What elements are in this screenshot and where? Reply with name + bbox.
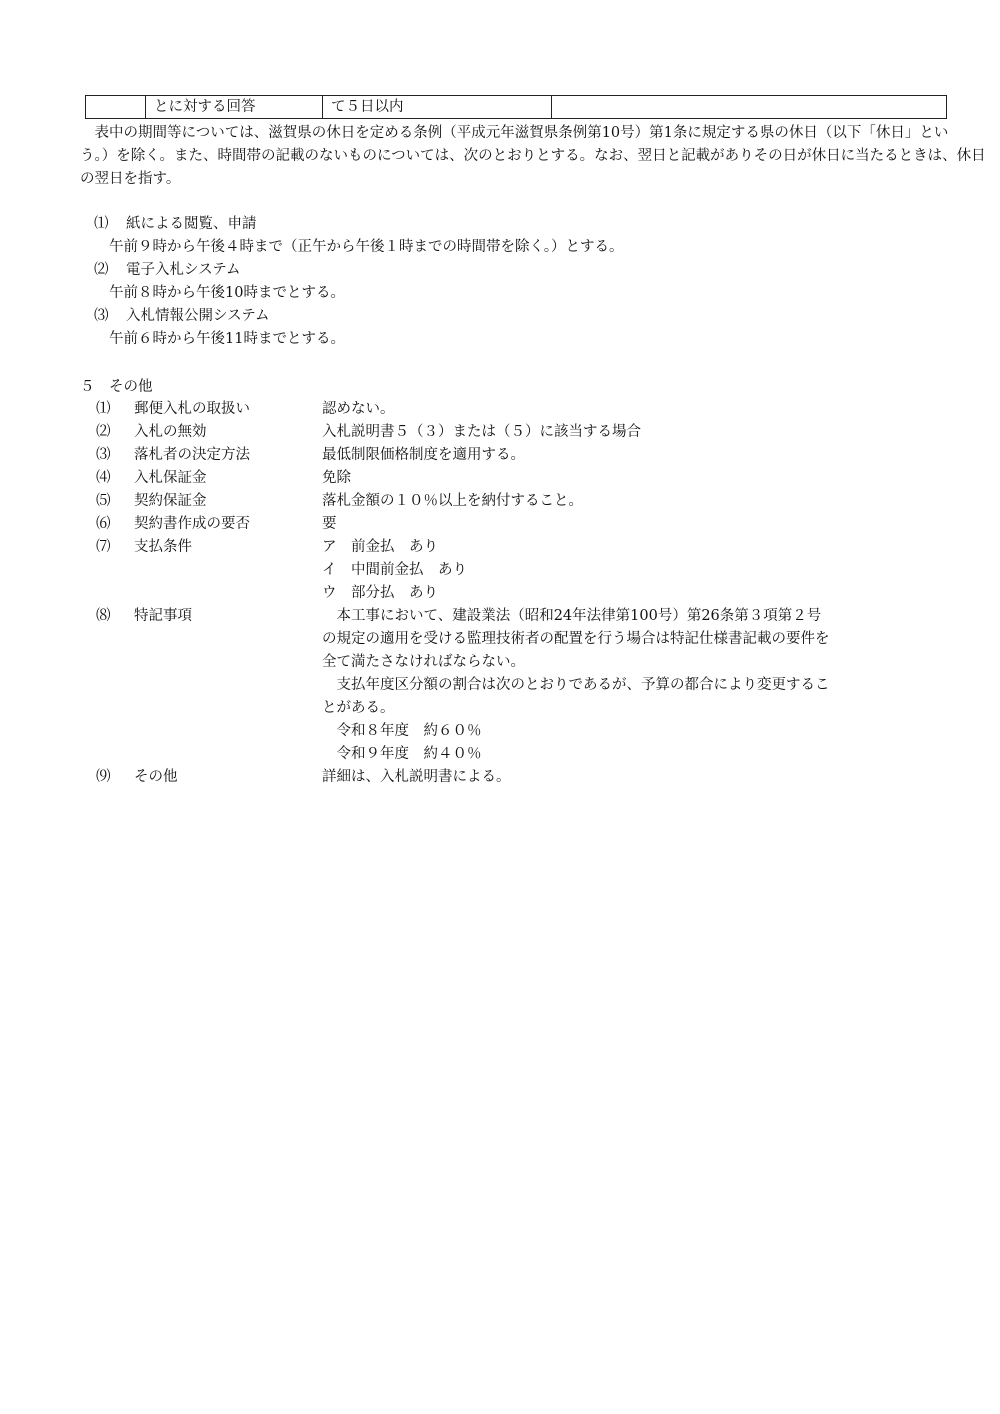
list-item xyxy=(96,490,946,513)
note-line: う。）を除く。また、時間帯の記載のないものについては、次のとおりとする。なお、翌日と記載がありその日が休日に当たるときは、休日 xyxy=(80,148,986,164)
special-note-line: の規定の適用を受ける監理技術者の配置を行う場合は特記仕様書記載の要件を xyxy=(322,631,830,647)
note-line: の翌日を指す。 xyxy=(80,171,181,187)
item-number: ⑹ xyxy=(96,516,111,532)
section-heading: ５ その他 xyxy=(80,379,153,395)
hours-item-body: 午前６時から午後11時までとする。 xyxy=(109,331,345,347)
payment-condition-line: ウ 部分払 あり xyxy=(322,585,438,601)
item-key: 特記事項 xyxy=(134,608,192,624)
table-cell xyxy=(552,96,947,119)
special-note-line: 全て満たさなければならない。 xyxy=(322,654,525,670)
note-line: 表中の期間等については、滋賀県の休日を定める条例（平成元年滋賀県条例第10号）第1条に規定する県の休日（以下「休日」とい xyxy=(80,125,949,141)
item-number: ⑺ xyxy=(96,539,111,555)
item-key: 契約保証金 xyxy=(134,493,207,509)
item-number: ⑶ xyxy=(96,447,111,463)
deadline-table xyxy=(85,95,947,119)
item-number: ⑴ xyxy=(96,401,111,417)
item-key: 郵便入札の取扱い xyxy=(134,401,250,417)
list-item xyxy=(96,421,946,444)
hours-item-body: 午前９時から午後４時まで（正午から午後１時までの時間帯を除く。）とする。 xyxy=(109,239,624,255)
item-number: ⑵ xyxy=(96,424,111,440)
hours-item-heading xyxy=(94,305,270,327)
item-key: その他 xyxy=(134,769,178,785)
list-item xyxy=(96,398,946,421)
item-value: 最低制限価格制度を適用する。 xyxy=(322,447,525,463)
table-cell xyxy=(86,96,146,119)
item-value: 入札説明書５（３）または（５）に該当する場合 xyxy=(322,424,641,440)
payment-condition-line: イ 中間前金払 あり xyxy=(322,562,467,578)
list-item xyxy=(96,766,946,789)
item-value: 詳細は、入札説明書による。 xyxy=(322,769,511,785)
item-key: 契約書作成の要否 xyxy=(134,516,250,532)
list-item xyxy=(96,444,946,467)
item-key: 入札の無効 xyxy=(134,424,207,440)
item-key: 入札保証金 xyxy=(134,470,207,486)
item-number: ⑴ xyxy=(94,216,109,232)
item-number: ⑷ xyxy=(96,470,111,486)
item-number: ⑻ xyxy=(96,608,111,624)
hours-item-heading xyxy=(94,213,257,235)
item-key: 支払条件 xyxy=(134,539,192,555)
special-note-line: とがある。 xyxy=(322,700,395,716)
list-item xyxy=(96,536,946,559)
special-note-line: 令和９年度 約４０％ xyxy=(322,746,482,762)
item-title: 入札情報公開システム xyxy=(126,308,270,324)
list-item xyxy=(96,513,946,536)
hours-item-body: 午前８時から午後10時までとする。 xyxy=(109,285,345,301)
item-value: 要 xyxy=(322,516,337,532)
item-number: ⑵ xyxy=(94,262,109,278)
table-row xyxy=(86,96,947,119)
hours-item-heading xyxy=(94,259,241,281)
list-item xyxy=(96,605,946,628)
list-item xyxy=(96,467,946,490)
special-note-line: 令和８年度 約６０％ xyxy=(322,723,482,739)
item-key: 落札者の決定方法 xyxy=(134,447,250,463)
table-cell: とに対する回答 xyxy=(146,96,323,119)
item-value: 免除 xyxy=(322,470,351,486)
item-title: 紙による閲覧、申請 xyxy=(126,216,257,232)
item-number: ⑼ xyxy=(96,769,111,785)
item-number: ⑶ xyxy=(94,308,109,324)
holiday-note xyxy=(80,122,986,191)
special-note-line: 支払年度区分額の割合は次のとおりであるが、予算の都合により変更するこ xyxy=(322,677,830,693)
table-cell: て５日以内 xyxy=(323,96,552,119)
item-value: 落札金額の１０％以上を納付すること。 xyxy=(322,493,583,509)
item-value: 本工事において、建設業法（昭和24年法律第100号）第26条第３項第２号 xyxy=(322,608,822,624)
item-number: ⑸ xyxy=(96,493,111,509)
item-title: 電子入札システム xyxy=(126,262,241,278)
item-value: 認めない。 xyxy=(322,401,395,417)
item-value: ア 前金払 あり xyxy=(322,539,438,555)
